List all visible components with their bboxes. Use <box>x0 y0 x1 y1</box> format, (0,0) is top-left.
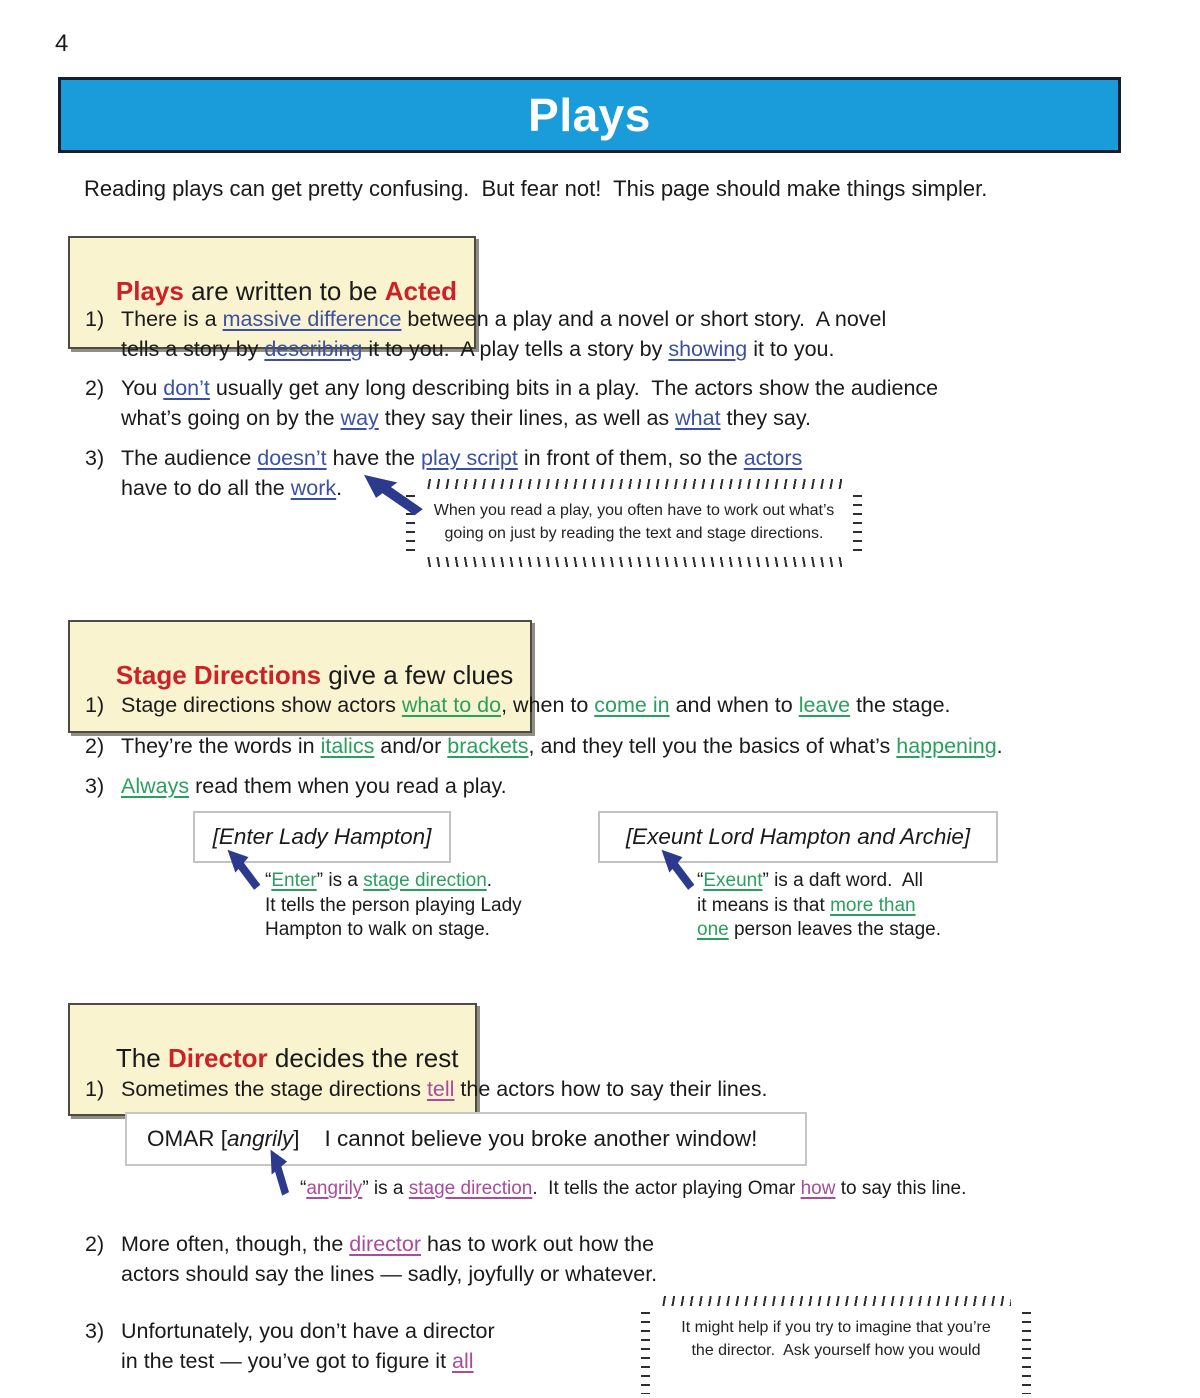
example-box-omar <box>125 1112 807 1166</box>
list-item <box>85 1229 1125 1289</box>
hatch-border <box>426 557 842 567</box>
hatch-border <box>641 1312 650 1394</box>
list-line: You don’t usually get any long describing bits in a play. The actors show the audience <box>121 376 939 400</box>
list-number: 1) <box>85 693 105 717</box>
hatch-border <box>1022 1312 1031 1394</box>
list-line: Unfortunately, you don’t have a director <box>121 1319 495 1343</box>
note-line: the director. Ask yourself how you would <box>691 1342 981 1359</box>
section-heading-text: Plays are written to be Acted <box>115 276 457 306</box>
example-text: OMAR [angrily] I cannot believe you broke another window! <box>147 1126 758 1151</box>
hatch-border <box>661 1296 1011 1306</box>
annotation-line: one person leaves the stage. <box>697 919 942 940</box>
list-number: 3) <box>85 774 105 798</box>
section-heading-text: The Director decides the rest <box>115 1043 459 1073</box>
intro-text: Reading plays can get pretty confusing. But fear not! This page should make things simpler. <box>84 176 988 201</box>
arrow-icon <box>224 847 266 891</box>
annotation-line: “Enter” is a stage direction. <box>265 870 493 891</box>
annotation-line: it means is that more than <box>697 894 916 916</box>
list-line: what’s going on by the way they say their lines, as well as what they say. <box>121 406 811 430</box>
list-line: The audience doesn’t have the play script in front of them, so the actors <box>121 446 803 470</box>
list-line: actors should say the lines — sadly, joyfully or whatever. <box>121 1262 658 1286</box>
annotation-line: It tells the person playing Lady <box>265 894 522 916</box>
page-number: 4 <box>55 30 69 57</box>
list-number: 2) <box>85 376 105 400</box>
list-line: Stage directions show actors what to do, when to come in and when to leave the stage. <box>121 693 951 717</box>
hatch-border <box>853 495 862 551</box>
example-text: [Enter Lady Hampton] <box>212 824 432 849</box>
note-line: It might help if you try to imagine that you’re <box>681 1319 991 1336</box>
list-item <box>85 304 1125 364</box>
title-banner <box>58 77 1121 153</box>
margin-note <box>655 1308 1017 1398</box>
example-text: [Exeunt Lord Hampton and Archie] <box>625 824 971 849</box>
note-line: When you read a play, you often have to work out what’s <box>433 502 835 519</box>
hatch-border <box>426 479 842 489</box>
list-line: They’re the words in italics and/or brackets, and they tell you the basics of what’s happening. <box>121 734 1003 758</box>
annotation-line: “angrily” is a stage direction. It tells the actor playing Omar how to say this line. <box>300 1178 967 1199</box>
list-item <box>85 373 1125 433</box>
list-item <box>85 690 1145 720</box>
list-number: 2) <box>85 1232 105 1256</box>
list-item <box>85 771 1145 801</box>
list-item <box>85 1074 1125 1104</box>
list-line: tells a story by describing it to you. A play tells a story by showing it to you. <box>121 337 835 361</box>
list-line: in the test — you’ve got to figure it all <box>121 1349 474 1373</box>
list-item <box>85 731 1145 761</box>
list-line: More often, though, the director has to work out how the <box>121 1232 655 1256</box>
arrow-icon <box>658 847 700 891</box>
list-number: 3) <box>85 1319 105 1343</box>
note-line: going on just by reading the text and stage directions. <box>444 525 824 542</box>
list-number: 2) <box>85 734 105 758</box>
arrow-icon <box>360 472 424 518</box>
list-number: 3) <box>85 446 105 470</box>
section-heading-text: Stage Directions give a few clues <box>115 660 514 690</box>
example-annotation <box>300 1177 966 1202</box>
annotation-line: “Exeunt” is a daft word. All <box>697 870 923 891</box>
example-annotation <box>697 869 941 943</box>
annotation-line: Hampton to walk on stage. <box>265 919 490 940</box>
list-number: 1) <box>85 307 105 331</box>
list-line: have to do all the work. <box>121 476 343 500</box>
list-number: 1) <box>85 1077 105 1101</box>
example-annotation <box>265 869 522 943</box>
list-line: There is a massive difference between a play and a novel or short story. A novel <box>121 307 887 331</box>
list-line: Sometimes the stage directions tell the actors how to say their lines. <box>121 1077 768 1101</box>
margin-note <box>420 491 848 555</box>
page-title: Plays <box>528 89 651 141</box>
list-line: Always read them when you read a play. <box>121 774 507 798</box>
